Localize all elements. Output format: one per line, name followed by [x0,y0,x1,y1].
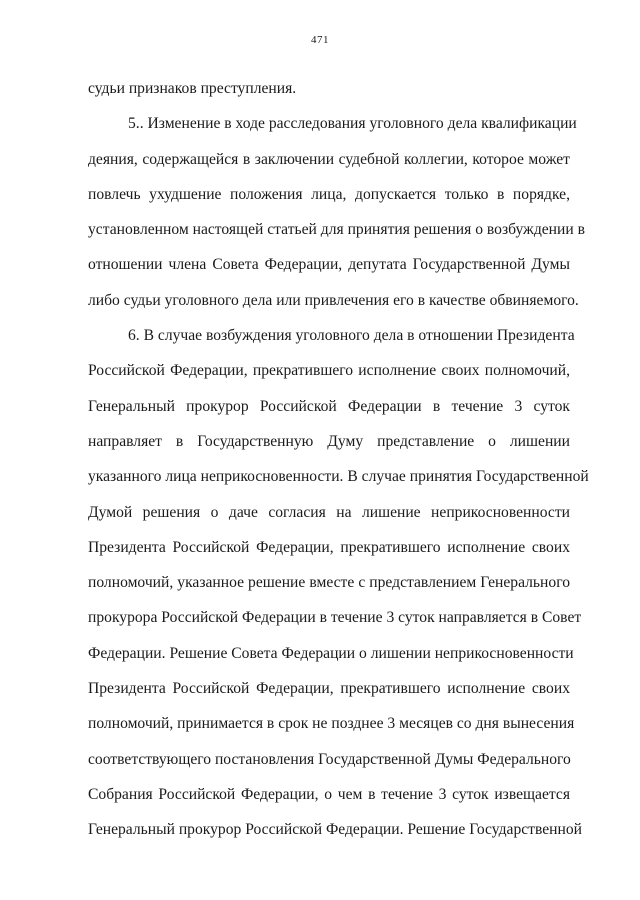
text-line: Президента Российской Федерации, прекратившего исполнение своих [88,680,570,698]
text-line: повлечь ухудшение положения лица, допускается только в порядке, [88,185,570,203]
text-line: 5.. Изменение в ходе расследования уголовного дела квалификации [128,115,577,133]
text-line: деяния, содержащейся в заключении судебной коллегии, которое может [88,150,570,168]
text-line: судьи признаков преступления. [88,80,297,97]
text-line: Думой решения о даче согласия на лишение неприкосновенности [88,503,570,521]
page-number: 471 [311,34,329,46]
text-line: указанного лица неприкосновенности. В случае принятия Государственной [88,468,589,486]
text-line: установленном настоящей статьей для принятия решения о возбуждении в [88,221,585,239]
text-line: полномочий, принимается в срок не позднее 3 месяцев со дня вынесения [88,715,575,733]
text-line: отношении члена Совета Федерации, депутата Государственной Думы [88,256,570,274]
text-line: Собрания Российской Федерации, о чем в течение 3 суток извещается [88,785,570,803]
text-line: Генеральный прокурор Российской Федерации в течение 3 суток [88,397,570,415]
body-text [88,71,589,848]
text-line: прокурора Российской Федерации в течение 3 суток направляется в Совет [88,609,582,627]
text-line: Российской Федерации, прекратившего исполнение своих полномочий, [88,362,570,380]
text-line: Федерации. Решение Совета Федерации о лишении неприкосновенности [88,644,574,662]
text-line: Генеральный прокурор Российской Федерации. Решение Государственной [88,821,582,839]
text-line: направляет в Государственную Думу представление о лишении [88,432,570,450]
text-line: Президента Российской Федерации, прекратившего исполнение своих [88,538,570,556]
text-line: полномочий, указанное решение вместе с представлением Генерального [88,574,570,592]
text-line: соответствующего постановления Государственной Думы Федерального [88,750,571,768]
text-line: 6. В случае возбуждения уголовного дела в отношении Президента [128,327,575,345]
text-line: либо судьи уголовного дела или привлечения его в качестве обвиняемого. [88,291,579,309]
